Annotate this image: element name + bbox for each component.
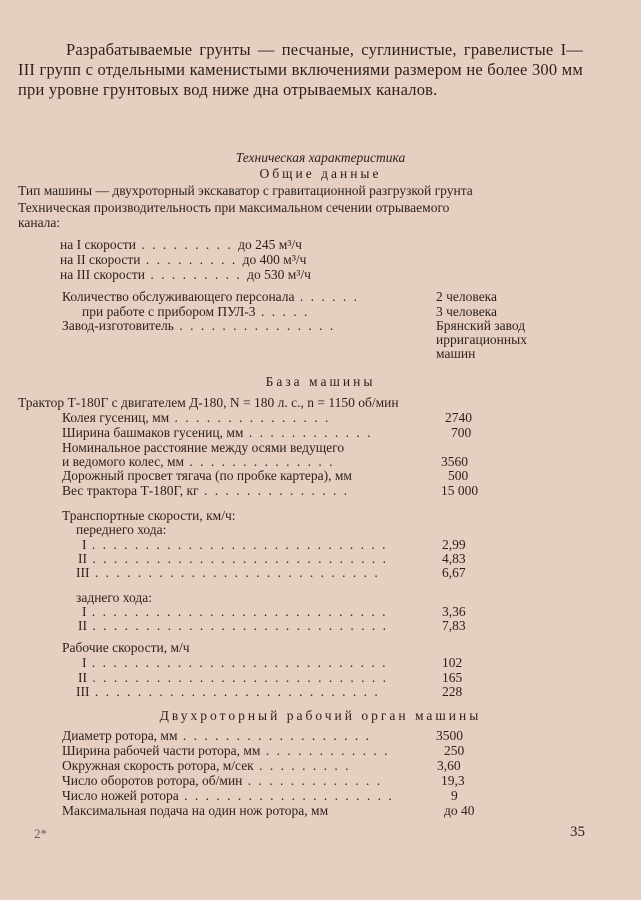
reverse-heading: заднего хода: [76, 590, 152, 605]
rotor-value-2: 250 [444, 743, 465, 758]
staff-value: 2 человека [436, 289, 498, 304]
productivity-line2: канала: [18, 215, 61, 230]
speed-row-2: на II скорости . . . . . . . . . до 400 м³/ч [60, 252, 307, 267]
reverse-value-1: 3,36 [442, 604, 466, 619]
forward-value-1: 2,99 [442, 537, 466, 552]
forward-value-2: 4,83 [442, 551, 466, 566]
rotor-row-6: Максимальная подача на один нож ротора, мм [62, 803, 329, 818]
track-gauge-value: 2740 [445, 410, 472, 425]
work-value-1: 102 [442, 655, 463, 670]
staff-device-row: при работе с прибором ПУЛ-3 . . . . . [82, 304, 310, 319]
section-title-rotor: Двухроторный рабочий орган машины [159, 708, 482, 723]
manufacturer-value-3: машин [436, 346, 476, 361]
reverse-row-2: II . . . . . . . . . . . . . . . . . . . . . . . . . . . . [78, 618, 388, 633]
rotor-row-4: Число оборотов ротора, об/мин . . . . . . . . . . . . . [62, 773, 383, 788]
forward-row-2: II . . . . . . . . . . . . . . . . . . . . . . . . . . . . [78, 551, 388, 566]
speed-row-1: на I скорости . . . . . . . . . до 245 м³/ч [60, 237, 302, 252]
rotor-value-5: 9 [451, 788, 458, 803]
tractor-line: Трактор Т-180Г с двигателем Д-180, N = 180 л. с., n = 1150 об/мин [18, 395, 399, 410]
clearance-value: 500 [448, 468, 469, 483]
rotor-value-3: 3,60 [437, 758, 461, 773]
section-title-tech: Техническая характеристика [235, 150, 406, 165]
intro-paragraph: Разрабатываемые грунты — песчаные, суглинистые, гравелистые I—III групп с отдельными каменистыми включениями размером не более 300 мм при уровне грунтовых вод ниже дна отрываемых каналов. [18, 40, 583, 99]
forward-value-3: 6,67 [442, 565, 466, 580]
shoe-width-row: Ширина башмаков гусениц, мм . . . . . . . . . . . . [62, 425, 373, 440]
axle-distance-line1: Номинальное расстояние между осями ведущего [62, 440, 345, 455]
signature-mark: 2* [34, 826, 47, 841]
speed-row-3: на III скорости . . . . . . . . . до 530 м³/ч [60, 267, 311, 282]
page-number: 35 [570, 824, 585, 840]
forward-heading: переднего хода: [76, 522, 167, 537]
tractor-weight-value: 15 000 [441, 483, 479, 498]
work-speeds-heading: Рабочие скорости, м/ч [62, 640, 190, 655]
forward-row-1: I . . . . . . . . . . . . . . . . . . . . . . . . . . . . [82, 537, 388, 552]
work-row-1: I . . . . . . . . . . . . . . . . . . . . . . . . . . . . [82, 655, 388, 670]
reverse-value-2: 7,83 [442, 618, 466, 633]
transport-speeds-heading: Транспортные скорости, км/ч: [62, 508, 236, 523]
track-gauge-row: Колея гусениц, мм . . . . . . . . . . . . . . . [62, 410, 331, 425]
rotor-value-1: 3500 [436, 728, 463, 743]
machine-type: Тип машины — двухроторный экскаватор с гравитационной разгрузкой грунта [18, 183, 473, 198]
staff-device-value: 3 человека [436, 304, 498, 319]
rotor-row-2: Ширина рабочей части ротора, мм . . . . . . . . . . . . [62, 743, 390, 758]
rotor-value-4: 19,3 [441, 773, 465, 788]
axle-distance-value: 3560 [441, 454, 468, 469]
work-value-3: 228 [442, 684, 463, 699]
work-value-2: 165 [442, 670, 463, 685]
work-row-3: III . . . . . . . . . . . . . . . . . . . . . . . . . . . [76, 684, 380, 699]
rotor-row-5: Число ножей ротора . . . . . . . . . . . . . . . . . . . . [62, 788, 394, 803]
shoe-width-value: 700 [451, 425, 472, 440]
forward-row-3: III . . . . . . . . . . . . . . . . . . . . . . . . . . . [76, 565, 380, 580]
rotor-value-6: до 40 [444, 803, 475, 818]
rotor-row-1: Диаметр ротора, мм . . . . . . . . . . . . . . . . . . [62, 728, 372, 743]
productivity-line1: Техническая производительность при максимальном сечении отрываемого [18, 200, 450, 215]
rotor-row-3: Окружная скорость ротора, м/сек . . . . . . . . . [62, 758, 351, 773]
reverse-row-1: I . . . . . . . . . . . . . . . . . . . . . . . . . . . . [82, 604, 388, 619]
tractor-weight-row: Вес трактора Т-180Г, кг . . . . . . . . . . . . . . [62, 483, 350, 498]
section-title-general: Общие данные [259, 166, 382, 181]
manufacturer-value-2: ирригационных [436, 332, 527, 347]
staff-row: Количество обслуживающего персонала . . . . . . [62, 289, 360, 304]
axle-distance-row: и ведомого колес, мм . . . . . . . . . . . . . . [62, 454, 335, 469]
manufacturer-value-1: Брянский завод [436, 318, 526, 333]
work-row-2: II . . . . . . . . . . . . . . . . . . . . . . . . . . . . [78, 670, 388, 685]
manufacturer-row: Завод-изготовитель . . . . . . . . . . . . . . . [62, 318, 336, 333]
section-title-base: База машины [265, 374, 376, 389]
clearance-row: Дорожный просвет тягача (по пробке картера), мм [62, 468, 352, 483]
